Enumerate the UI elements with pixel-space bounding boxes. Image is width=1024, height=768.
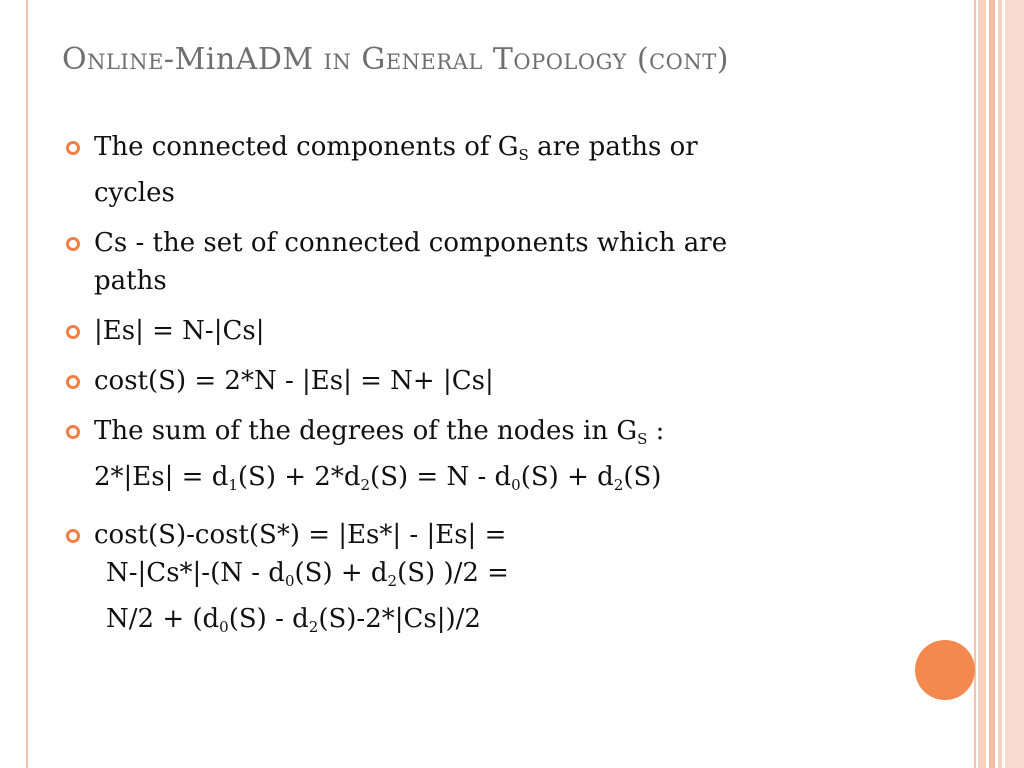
text: N/2 + (d [106,604,220,634]
decorative-stripe [978,0,986,768]
decorative-stripe [989,0,995,768]
bullet-list [66,128,926,658]
bullet-item [66,224,926,300]
subscript: 0 [284,572,295,590]
bullet-icon [66,425,80,439]
subscript: 2 [613,476,624,494]
text: are paths or [528,132,698,162]
text: : [647,416,665,446]
text: (S) + 2*d [237,462,361,492]
text: (S) [623,462,662,492]
bullet-line: Cs - the set of connected components which are [94,228,728,258]
bullet-icon [66,237,80,251]
decorative-stripe [1005,0,1024,768]
text: (S) = N - d [370,462,512,492]
bullet-line: cycles [94,178,175,208]
bullet-item [66,516,926,646]
slide-title [62,42,729,77]
text: N-|Cs*|-(N - d [106,558,285,588]
bullet-line: |Es| = N-|Cs| [94,316,265,346]
bullet-line: paths [94,266,167,296]
bullet-line [94,458,926,504]
bullet-line [94,412,926,458]
bullet-line [94,128,926,174]
text: The sum of the degrees of the nodes in G [94,416,638,446]
title-suffix: in General Topology (cont) [313,42,729,77]
bullet-line [94,554,926,600]
subscript: 0 [511,476,521,494]
bullet-line: cost(S) = 2*N - |Es| = N+ |Cs| [94,366,494,396]
title-prefix: Online- [62,42,175,77]
text: (S) + d [520,462,614,492]
subscript: 1 [228,476,238,494]
bullet-icon [66,325,80,339]
bullet-line: cost(S)-cost(S*) = |Es*| - |Es| = [94,520,507,550]
bullet-item [66,362,926,400]
text: The connected components of G [94,132,519,162]
bullet-item [66,412,926,504]
subscript: 2 [308,618,319,636]
text: (S) - d [228,604,309,634]
subscript: S [518,146,529,164]
subscript: 2 [387,572,398,590]
bullet-icon [66,375,80,389]
bullet-item [66,312,926,350]
bullet-icon [66,141,80,155]
text: 2*|Es| = d [94,462,229,492]
text: (S) )/2 = [397,558,509,588]
subscript: 0 [219,618,229,636]
bullet-icon [66,529,80,543]
text: (S) + d [294,558,388,588]
decorative-stripe [998,0,1002,768]
text: (S)-2*|Cs|)/2 [318,604,481,634]
subscript: 2 [360,476,371,494]
bullet-line [94,600,926,646]
decorative-circle [915,640,975,700]
title-middle: MinADM [174,42,314,77]
subscript: S [637,430,648,448]
bullet-item [66,128,926,212]
